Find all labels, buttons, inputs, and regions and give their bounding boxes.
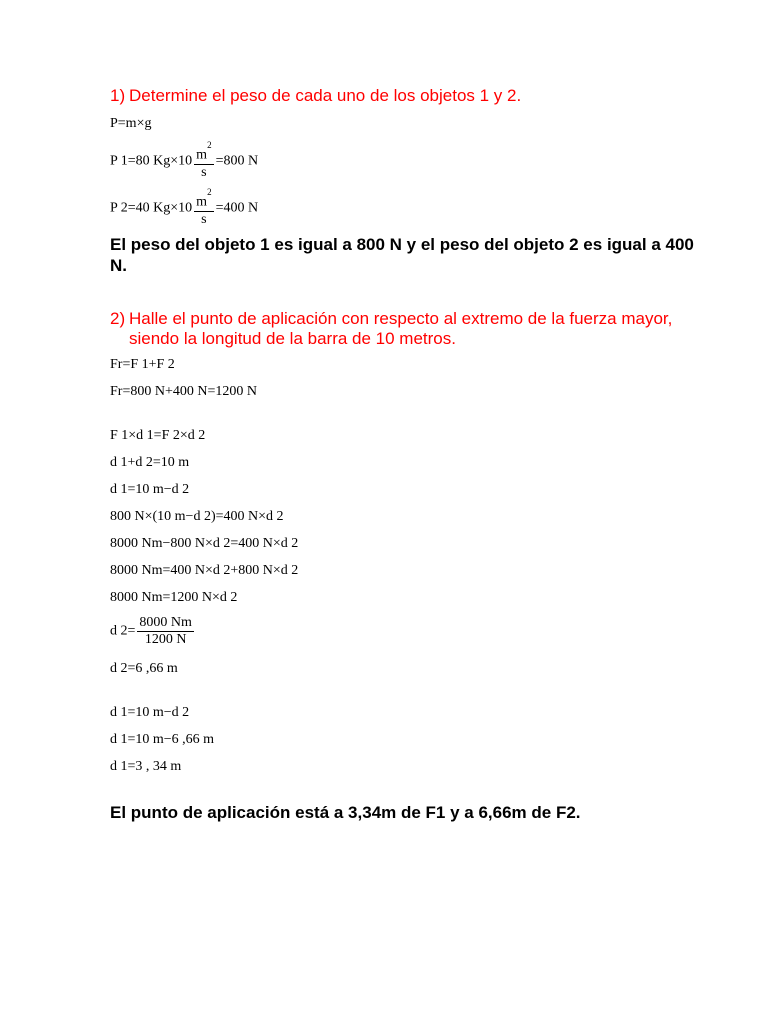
equation-weight-2 [110,189,258,228]
fraction-denominator: s [201,164,207,180]
fraction-numerator: m [196,147,208,163]
equation-moment-balance: F 1×d 1=F 2×d 2 [110,428,206,443]
equation-weight-2-lhs: P 2=40 Kg×10 [110,200,193,216]
equation-d1-substituted: d 1=10 m−6 ,66 m [110,732,215,747]
fraction-d2 [137,615,194,648]
question-1 [110,86,684,106]
answer-1: El peso del objeto 1 es igual a 800 N y el peso del objeto 2 es igual a 400 N. [110,235,694,275]
question-2-text: Halle el punto de aplicación con respecto al extremo de la fuerza mayor, siendo la longitud de la barra de 10 metros. [129,309,673,348]
equation-d2-lhs: d 2= [110,623,136,639]
equation-weight-2-rhs: =400 N [215,200,259,216]
equation-weight-formula: P=m×g [110,116,152,131]
equation-weight-1 [110,142,258,181]
fraction-denominator: s [201,211,207,227]
fraction-numerator: m [196,194,208,210]
equation-d1-expression-2: d 1=10 m−d 2 [110,705,190,720]
fraction-exponent: 2 [207,187,212,197]
question-1-number: 1) [110,86,126,105]
fraction-exponent: 2 [207,140,212,150]
fraction-m-s2 [194,189,213,228]
equation-rearranged: 8000 Nm=400 N×d 2+800 N×d 2 [110,563,299,578]
fraction-m-s2 [194,142,213,181]
equation-d2-fraction [110,615,196,648]
answer-2: El punto de aplicación está a 3,34m de F1 y a 6,66m de F2. [110,803,581,822]
equation-resultant-value: Fr=800 N+400 N=1200 N [110,384,257,399]
equation-length-sum: d 1+d 2=10 m [110,455,190,470]
equation-d1-result: d 1=3 , 34 m [110,759,182,774]
equation-expansion: 8000 Nm−800 N×d 2=400 N×d 2 [110,536,299,551]
equation-d1-expression: d 1=10 m−d 2 [110,482,190,497]
equation-weight-1-lhs: P 1=80 Kg×10 [110,153,193,169]
equation-d2-result: d 2=6 ,66 m [110,661,178,676]
question-2 [110,309,684,349]
equation-combined: 8000 Nm=1200 N×d 2 [110,590,238,605]
question-2-number: 2) [110,309,126,328]
equation-resultant-formula: Fr=F 1+F 2 [110,357,175,372]
fraction-denominator: 1200 N [144,632,187,647]
question-1-text: Determine el peso de cada uno de los objetos 1 y 2. [129,86,522,105]
fraction-numerator: 8000 Nm [139,615,192,630]
equation-substitution: 800 N×(10 m−d 2)=400 N×d 2 [110,509,284,524]
equation-weight-1-rhs: =800 N [215,153,259,169]
